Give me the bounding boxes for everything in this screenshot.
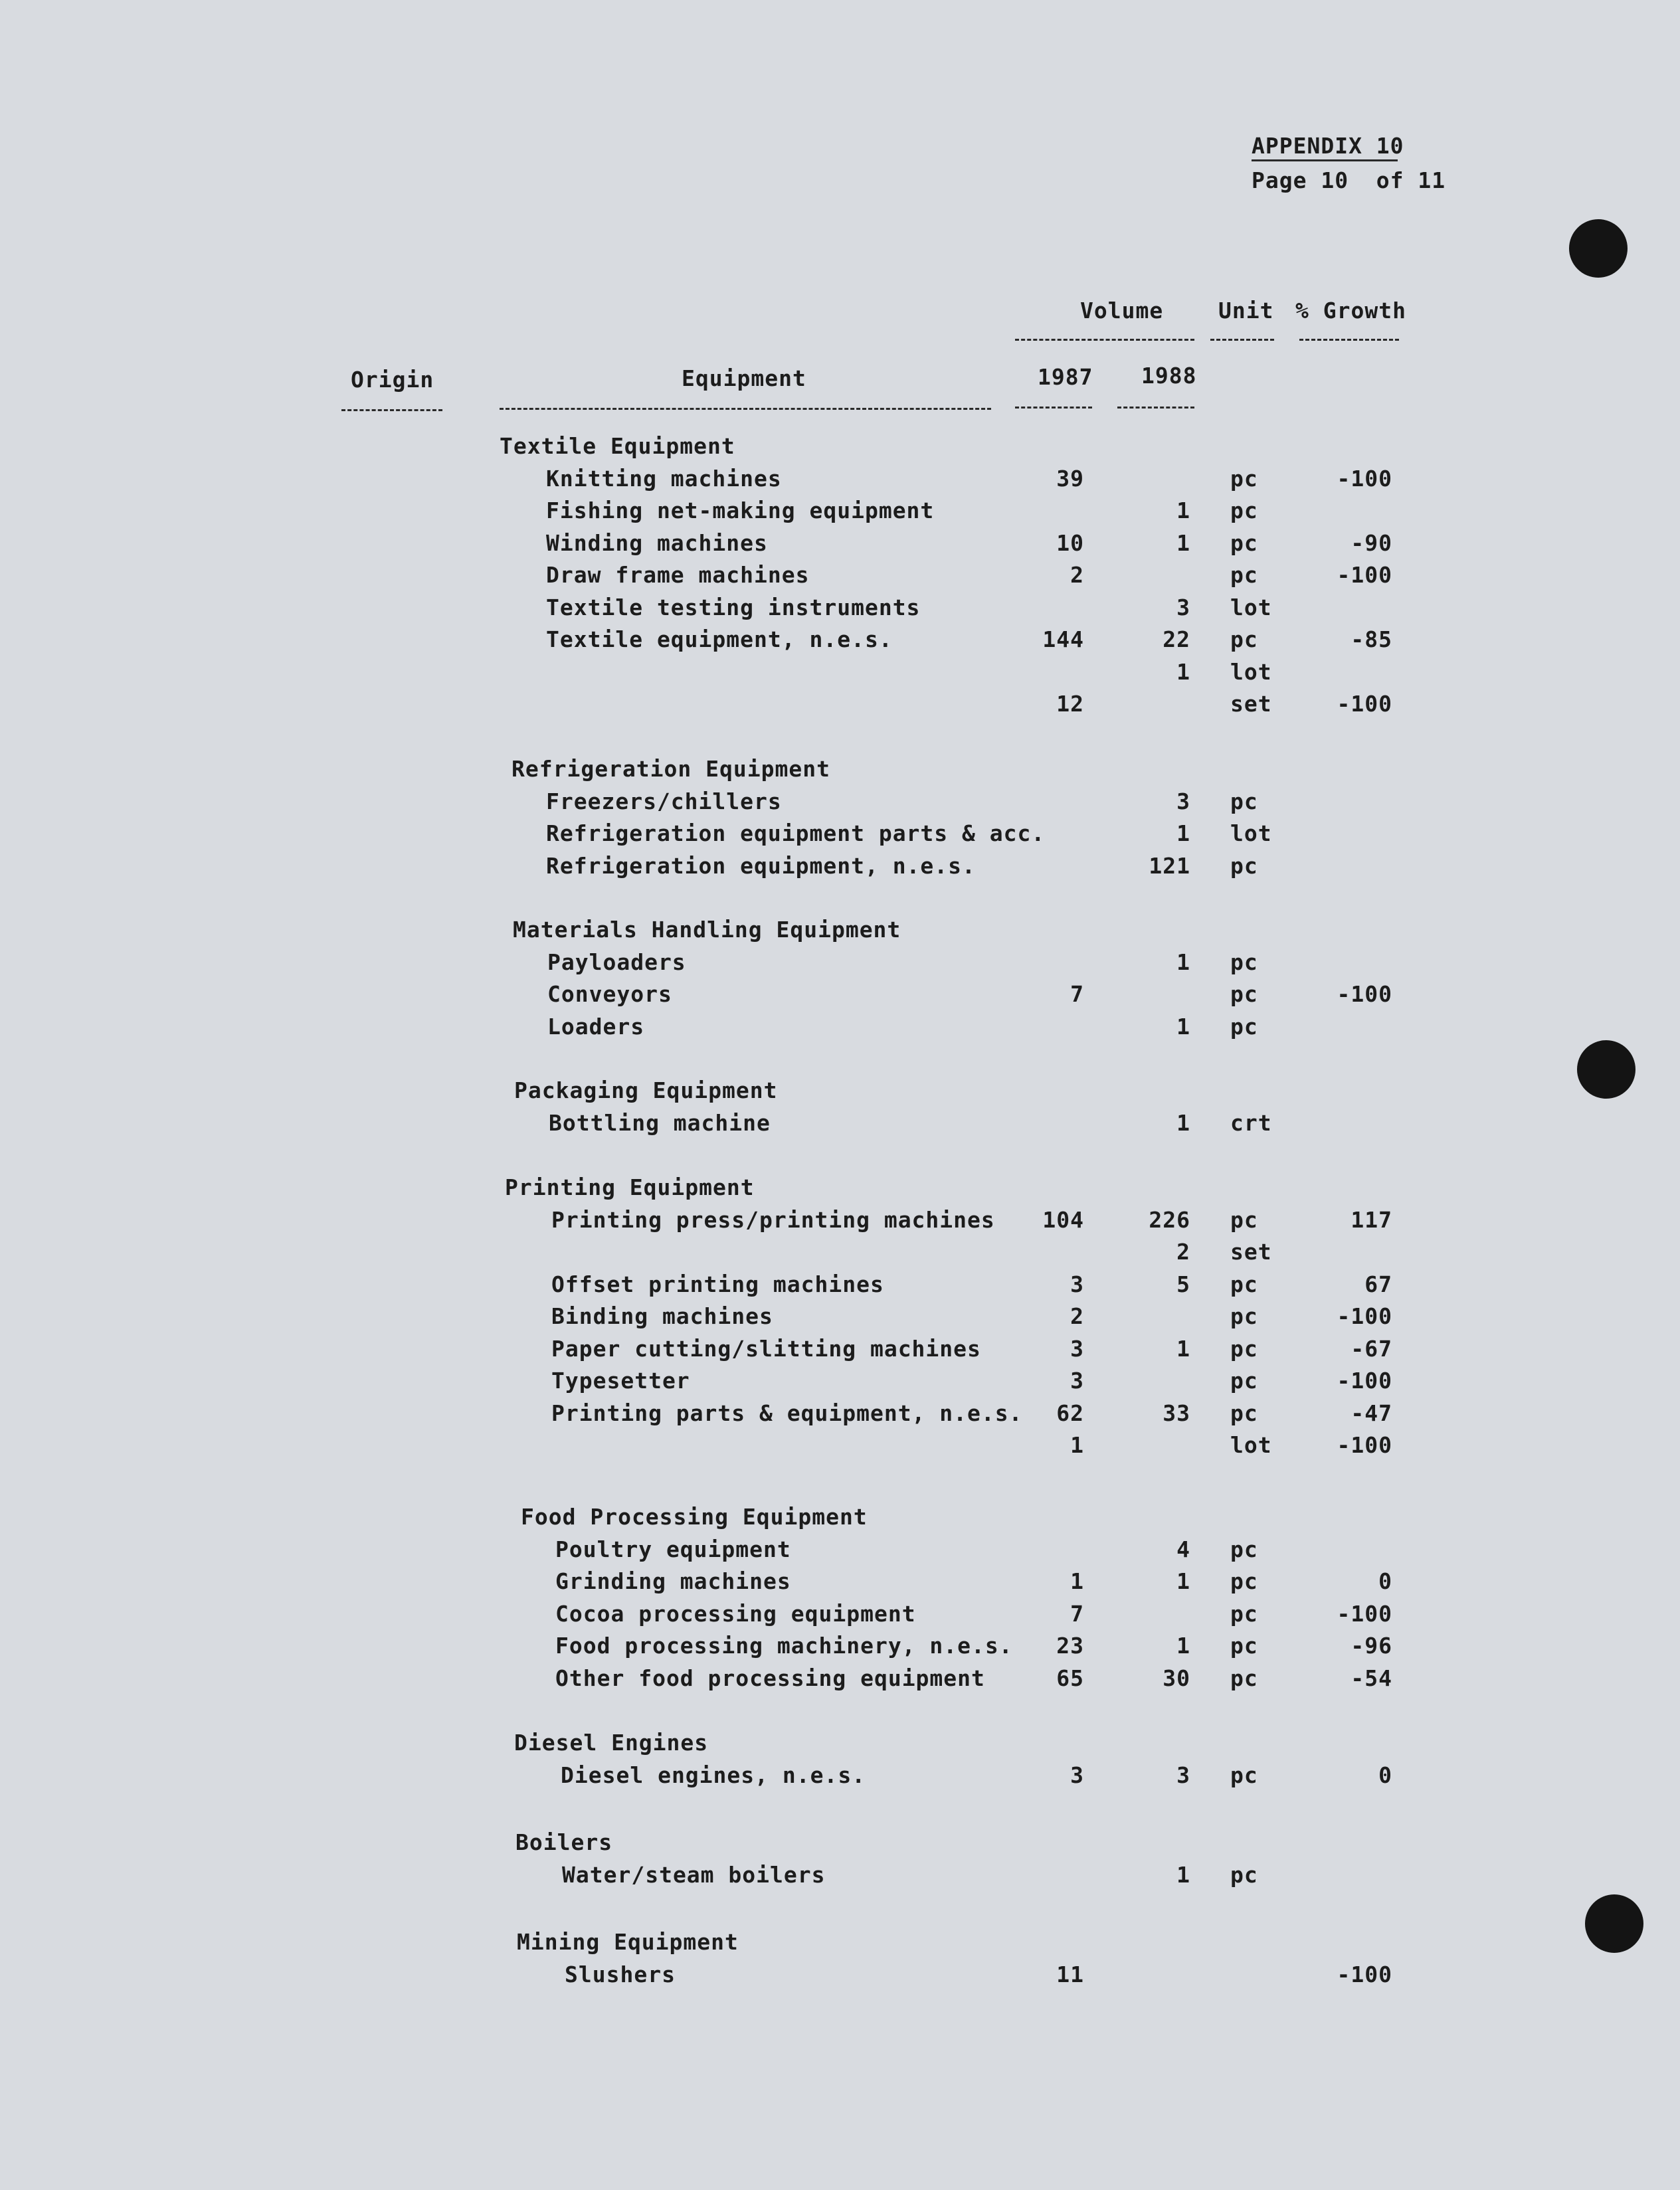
volume-1988-cell: 121 (1149, 853, 1190, 879)
equipment-item: Textile equipment, n.e.s. (546, 626, 893, 652)
equipment-item: Printing parts & equipment, n.e.s. (551, 1400, 1023, 1426)
section-title: Materials Handling Equipment (513, 917, 901, 943)
unit-cell: set (1230, 1239, 1272, 1265)
growth-cell: -100 (1337, 562, 1392, 588)
volume-1987-cell: 1 (1070, 1432, 1084, 1458)
equipment-item: Grinding machines (555, 1568, 791, 1594)
unit-cell: lot (1230, 594, 1272, 620)
volume-1987-cell: 1 (1070, 1568, 1084, 1594)
equipment-item: Loaders (547, 1014, 645, 1040)
volume-1987-cell: 3 (1070, 1336, 1084, 1362)
growth-cell: -100 (1337, 466, 1392, 492)
volume-1987-cell: 65 (1056, 1665, 1084, 1691)
growth-cell: -47 (1351, 1400, 1392, 1426)
volume-1988-cell: 3 (1176, 594, 1190, 620)
unit-cell: pc (1230, 1336, 1258, 1362)
equipment-item: Other food processing equipment (555, 1665, 985, 1691)
unit-cell: pc (1230, 530, 1258, 556)
growth-rule (1299, 339, 1399, 341)
binder-hole-bottom (1585, 1894, 1643, 1953)
volume-header: Volume (1080, 298, 1164, 323)
origin-rule (341, 409, 442, 411)
volume-1988-cell: 22 (1163, 626, 1190, 652)
growth-cell: -100 (1337, 1368, 1392, 1394)
volume-1988-cell: 1 (1176, 1862, 1190, 1888)
year-1988-rule (1117, 407, 1194, 409)
growth-header: % Growth (1295, 298, 1406, 323)
equipment-item: Freezers/chillers (546, 788, 782, 814)
equipment-item: Refrigeration equipment parts & acc. (546, 820, 1046, 846)
volume-1988-cell: 1 (1176, 1014, 1190, 1040)
volume-1988-cell: 2 (1176, 1239, 1190, 1265)
equipment-item: Bottling machine (549, 1110, 771, 1136)
unit-cell: pc (1230, 1014, 1258, 1040)
volume-1987-cell: 3 (1070, 1368, 1084, 1394)
volume-1987-cell: 62 (1056, 1400, 1084, 1426)
unit-cell: pc (1230, 626, 1258, 652)
volume-1987-cell: 12 (1056, 691, 1084, 717)
section-title: Textile Equipment (500, 433, 735, 459)
unit-cell: pc (1230, 1207, 1258, 1233)
equipment-item: Conveyors (547, 981, 672, 1007)
volume-1988-cell: 1 (1176, 1633, 1190, 1659)
unit-cell: pc (1230, 1862, 1258, 1888)
volume-1987-cell: 10 (1056, 530, 1084, 556)
growth-cell: -96 (1351, 1633, 1392, 1659)
unit-cell: pc (1230, 853, 1258, 879)
page-label: Page 10 of 11 (1252, 167, 1446, 193)
growth-cell: -100 (1337, 981, 1392, 1007)
origin-header: Origin (351, 367, 434, 393)
equipment-item: Binding machines (551, 1303, 773, 1329)
unit-cell: pc (1230, 1633, 1258, 1659)
equipment-item: Poultry equipment (555, 1536, 791, 1562)
section-title: Packaging Equipment (514, 1077, 778, 1103)
volume-1987-cell: 2 (1070, 1303, 1084, 1329)
volume-1988-cell: 1 (1176, 949, 1190, 975)
equipment-rule (500, 408, 991, 410)
unit-cell: pc (1230, 1568, 1258, 1594)
growth-cell: 0 (1378, 1762, 1392, 1788)
volume-1988-cell: 3 (1176, 788, 1190, 814)
unit-cell: pc (1230, 466, 1258, 492)
unit-cell: pc (1230, 1368, 1258, 1394)
equipment-item: Textile testing instruments (546, 594, 921, 620)
volume-1987-cell: 104 (1042, 1207, 1084, 1233)
equipment-item: Winding machines (546, 530, 768, 556)
volume-1987-cell: 144 (1042, 626, 1084, 652)
year-1988-header: 1988 (1141, 363, 1197, 389)
volume-1988-cell: 1 (1176, 659, 1190, 685)
binder-hole-top (1569, 219, 1628, 278)
equipment-item: Paper cutting/slitting machines (551, 1336, 981, 1362)
volume-1988-cell: 1 (1176, 498, 1190, 523)
unit-cell: pc (1230, 1762, 1258, 1788)
volume-1987-cell: 11 (1056, 1962, 1084, 1987)
unit-cell: pc (1230, 498, 1258, 523)
unit-rule (1210, 339, 1274, 341)
appendix-label: APPENDIX 10 (1252, 133, 1404, 159)
volume-1988-cell: 30 (1163, 1665, 1190, 1691)
unit-cell: pc (1230, 1271, 1258, 1297)
unit-cell: pc (1230, 1536, 1258, 1562)
volume-rule (1015, 339, 1194, 341)
volume-1988-cell: 4 (1176, 1536, 1190, 1562)
volume-1988-cell: 1 (1176, 820, 1190, 846)
unit-cell: lot (1230, 820, 1272, 846)
equipment-item: Food processing machinery, n.e.s. (555, 1633, 1013, 1659)
growth-cell: -85 (1351, 626, 1392, 652)
unit-cell: pc (1230, 562, 1258, 588)
growth-cell: -100 (1337, 1601, 1392, 1627)
volume-1987-cell: 3 (1070, 1271, 1084, 1297)
equipment-item: Printing press/printing machines (551, 1207, 995, 1233)
section-title: Diesel Engines (514, 1730, 709, 1756)
year-1987-rule (1015, 407, 1092, 409)
section-title: Mining Equipment (517, 1929, 739, 1955)
volume-1988-cell: 226 (1149, 1207, 1190, 1233)
equipment-item: Cocoa processing equipment (555, 1601, 916, 1627)
equipment-item: Typesetter (551, 1368, 690, 1394)
equipment-item: Slushers (565, 1962, 676, 1987)
section-title: Printing Equipment (505, 1174, 755, 1200)
unit-cell: pc (1230, 981, 1258, 1007)
equipment-item: Draw frame machines (546, 562, 810, 588)
equipment-header: Equipment (682, 365, 806, 391)
volume-1987-cell: 7 (1070, 1601, 1084, 1627)
unit-cell: pc (1230, 1601, 1258, 1627)
growth-cell: 0 (1378, 1568, 1392, 1594)
equipment-item: Water/steam boilers (562, 1862, 826, 1888)
volume-1987-cell: 39 (1056, 466, 1084, 492)
unit-cell: lot (1230, 1432, 1272, 1458)
volume-1988-cell: 1 (1176, 1336, 1190, 1362)
volume-1987-cell: 3 (1070, 1762, 1084, 1788)
volume-1987-cell: 23 (1056, 1633, 1084, 1659)
section-title: Refrigeration Equipment (512, 756, 830, 782)
volume-1987-cell: 7 (1070, 981, 1084, 1007)
volume-1988-cell: 1 (1176, 530, 1190, 556)
equipment-item: Diesel engines, n.e.s. (561, 1762, 866, 1788)
growth-cell: -100 (1337, 1962, 1392, 1987)
volume-1988-cell: 1 (1176, 1568, 1190, 1594)
volume-1987-cell: 2 (1070, 562, 1084, 588)
volume-1988-cell: 1 (1176, 1110, 1190, 1136)
volume-1988-cell: 33 (1163, 1400, 1190, 1426)
growth-cell: -100 (1337, 1303, 1392, 1329)
section-title: Food Processing Equipment (521, 1504, 868, 1530)
unit-cell: pc (1230, 1400, 1258, 1426)
equipment-item: Refrigeration equipment, n.e.s. (546, 853, 976, 879)
year-1987-header: 1987 (1038, 364, 1093, 390)
binder-hole-middle (1577, 1040, 1635, 1099)
growth-cell: -100 (1337, 1432, 1392, 1458)
growth-cell: -54 (1351, 1665, 1392, 1691)
unit-cell: pc (1230, 788, 1258, 814)
growth-cell: -90 (1351, 530, 1392, 556)
volume-1988-cell: 3 (1176, 1762, 1190, 1788)
equipment-item: Fishing net-making equipment (546, 498, 935, 523)
unit-header: Unit (1218, 298, 1274, 323)
equipment-item: Payloaders (547, 949, 686, 975)
volume-1988-cell: 5 (1176, 1271, 1190, 1297)
unit-cell: pc (1230, 1303, 1258, 1329)
section-title: Boilers (515, 1829, 613, 1855)
growth-cell: 67 (1364, 1271, 1392, 1297)
unit-cell: set (1230, 691, 1272, 717)
growth-cell: -67 (1351, 1336, 1392, 1362)
equipment-item: Offset printing machines (551, 1271, 884, 1297)
growth-cell: -100 (1337, 691, 1392, 717)
unit-cell: crt (1230, 1110, 1272, 1136)
equipment-item: Knitting machines (546, 466, 782, 492)
unit-cell: lot (1230, 659, 1272, 685)
unit-cell: pc (1230, 1665, 1258, 1691)
appendix-underline (1252, 159, 1398, 161)
growth-cell: 117 (1351, 1207, 1392, 1233)
unit-cell: pc (1230, 949, 1258, 975)
